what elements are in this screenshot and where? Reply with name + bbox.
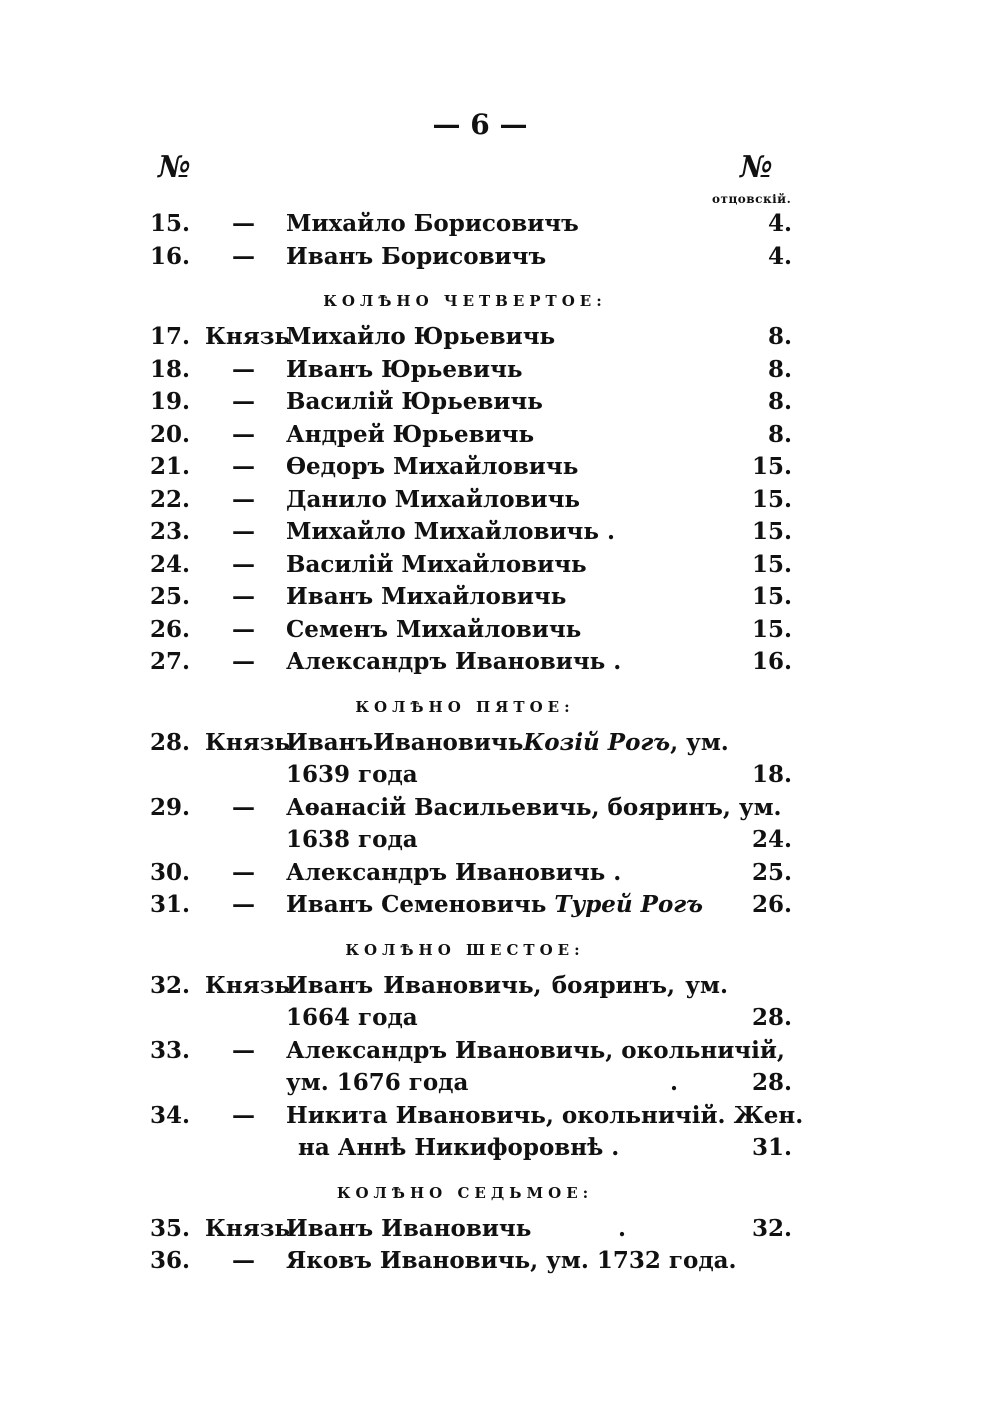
entry-number: 23. bbox=[150, 518, 191, 545]
entry-name-part: бояринъ, bbox=[551, 971, 676, 999]
entry-row bbox=[150, 1035, 800, 1068]
entry-name: Иванъ Борисовичъ bbox=[286, 242, 547, 270]
entry-name: Александръ Ивановичь . bbox=[286, 858, 622, 886]
entry-number: 30. bbox=[150, 858, 191, 886]
entry-father-ref: 8. bbox=[767, 355, 792, 383]
entry-dash: — bbox=[232, 550, 255, 578]
entry-dash: — bbox=[232, 891, 255, 918]
entry-name bbox=[286, 889, 703, 922]
entry-number: 33. bbox=[150, 1036, 191, 1064]
entry-death-year: 1664 года bbox=[286, 1004, 418, 1031]
leader-dot: . bbox=[618, 1214, 627, 1242]
leader-dot: . bbox=[670, 1069, 679, 1096]
entry-row bbox=[150, 792, 800, 825]
entry-father-ref: 15. bbox=[751, 485, 792, 513]
entry-father-ref: 24. bbox=[751, 826, 792, 853]
entry-dash: — bbox=[232, 453, 255, 480]
entry-name-part: Иванъ Семеновичь bbox=[286, 891, 555, 918]
entry-dash: — bbox=[232, 615, 255, 643]
entry-number: 15. bbox=[150, 210, 191, 237]
entry-dash: — bbox=[232, 388, 255, 415]
entry-father-ref: 8. bbox=[767, 420, 792, 448]
entry-name-part: Иванъ bbox=[286, 728, 374, 756]
entry-row bbox=[150, 321, 800, 354]
entry-row bbox=[150, 857, 800, 890]
entry-row bbox=[150, 549, 800, 582]
entry-name: Иванъ Ивановичь bbox=[286, 1214, 532, 1242]
entry-name: Василій Михайловичь bbox=[286, 550, 587, 578]
entry-dash: — bbox=[232, 210, 255, 237]
entry-name: Александръ Ивановичь . bbox=[286, 648, 622, 675]
entry-name: Андрей Юрьевичь bbox=[286, 420, 535, 448]
entry-death-year: ум. 1676 года bbox=[286, 1069, 469, 1096]
entry-father-ref: 25. bbox=[751, 858, 792, 886]
entry-row bbox=[150, 354, 800, 387]
entry-dash: — bbox=[232, 242, 255, 270]
entry-dash: — bbox=[232, 420, 255, 448]
entry-dash: — bbox=[232, 793, 255, 821]
entry-father-ref: 8. bbox=[767, 388, 792, 415]
section-heading-fifth-generation: КОЛѢНО ПЯТОЕ: bbox=[355, 697, 575, 716]
entry-father-ref: 15. bbox=[751, 583, 792, 610]
entry-father-ref: 8. bbox=[767, 323, 792, 350]
entry-name: Александръ Ивановичь, окольничій, bbox=[286, 1036, 785, 1064]
genealogy-list bbox=[150, 208, 804, 1278]
entry-row-continuation bbox=[150, 1067, 800, 1100]
entry-row-continuation bbox=[150, 1132, 800, 1165]
entry-number: 19. bbox=[150, 388, 191, 415]
entry-number: 22. bbox=[150, 485, 191, 513]
entry-number: 17. bbox=[150, 323, 191, 350]
entry-father-ref: 18. bbox=[751, 761, 792, 788]
entry-number: 18. bbox=[150, 355, 191, 383]
entry-father-ref: 15. bbox=[751, 453, 792, 480]
entry-dash: — bbox=[232, 583, 255, 610]
entry-number: 20. bbox=[150, 420, 191, 448]
entry-number: 29. bbox=[150, 793, 191, 821]
entry-row-continuation bbox=[150, 824, 800, 857]
entry-number: 34. bbox=[150, 1101, 191, 1129]
entry-number: 24. bbox=[150, 550, 191, 578]
entry-number: 16. bbox=[150, 242, 191, 270]
entry-father-ref: 28. bbox=[751, 1069, 792, 1096]
entry-title-prefix: Князь bbox=[205, 1214, 291, 1242]
entry-row bbox=[150, 727, 800, 760]
entry-father-ref: 16. bbox=[751, 648, 792, 675]
entry-title-prefix: Князь bbox=[205, 323, 291, 350]
entry-row bbox=[150, 1100, 804, 1133]
entry-father-ref: 4. bbox=[767, 210, 792, 237]
entry-nickname bbox=[523, 727, 728, 760]
entry-name: Михайло Борисовичъ bbox=[286, 210, 579, 237]
entry-name: Василій Юрьевичь bbox=[286, 388, 543, 415]
entry-number: 26. bbox=[150, 615, 191, 643]
entry-row bbox=[150, 208, 800, 241]
entry-name: Иванъ Юрьевичь bbox=[286, 355, 523, 383]
section-heading-seventh-generation: КОЛѢНО СЕДЬМОЕ: bbox=[336, 1183, 594, 1202]
entry-father-ref: 32. bbox=[751, 1214, 792, 1242]
entry-name: Данило Михайловичь bbox=[286, 485, 581, 513]
entry-name: Яковъ Ивановичь, ум. 1732 года. bbox=[286, 1247, 737, 1274]
entry-row bbox=[150, 241, 800, 274]
entry-name: Иванъ Михайловичь bbox=[286, 583, 567, 610]
section-heading-sixth-generation: КОЛѢНО ШЕСТОЕ: bbox=[345, 940, 585, 959]
entry-dash: — bbox=[232, 485, 255, 513]
entry-row bbox=[150, 1245, 800, 1278]
entry-name-part: Ивановичь bbox=[373, 728, 524, 756]
entry-dash: — bbox=[232, 1101, 255, 1129]
entry-title-prefix: Князь bbox=[205, 728, 291, 756]
column-header-father-number: № bbox=[740, 150, 773, 185]
entry-father-ref: 26. bbox=[751, 891, 792, 918]
entry-spouse: на Аннѣ Никифоровнѣ . bbox=[298, 1134, 620, 1161]
entry-name-part: Ивановичь, bbox=[383, 971, 542, 999]
entry-dash: — bbox=[232, 648, 255, 675]
entry-name bbox=[286, 970, 728, 1003]
entry-name bbox=[286, 727, 728, 760]
column-header-father-label: отцовскій. bbox=[712, 192, 792, 206]
entry-row bbox=[150, 1213, 800, 1246]
entry-name-part: Иванъ bbox=[286, 971, 374, 999]
entry-row bbox=[150, 516, 800, 549]
entry-name-part: ум. bbox=[685, 971, 728, 999]
entry-row bbox=[150, 419, 800, 452]
entry-nickname-italic: Козій Рогъ bbox=[523, 728, 671, 756]
entry-name: Ѳедоръ Михайловичь bbox=[286, 453, 579, 480]
entry-number: 28. bbox=[150, 728, 191, 756]
entry-dash: — bbox=[232, 355, 255, 383]
entry-name: Михайло Юрьевичь bbox=[286, 323, 556, 350]
entry-dash: — bbox=[232, 858, 255, 886]
entry-father-ref: 31. bbox=[751, 1134, 792, 1161]
entry-dash: — bbox=[232, 1036, 255, 1064]
entry-row bbox=[150, 451, 800, 484]
entry-row bbox=[150, 386, 800, 419]
entry-name: Никита Ивановичь, окольничій. Жен. bbox=[286, 1101, 804, 1129]
entry-row bbox=[150, 889, 800, 922]
entry-name: Семенъ Михайловичь bbox=[286, 615, 582, 643]
entry-father-ref: 4. bbox=[767, 242, 792, 270]
entry-number: 35. bbox=[150, 1214, 191, 1242]
entry-name: Михайло Михайловичь . bbox=[286, 518, 616, 545]
entry-father-ref: 15. bbox=[751, 518, 792, 545]
entry-name: Аѳанасій Васильевичь, бояринъ, ум. bbox=[286, 793, 782, 821]
entry-nickname-italic: Турей Рогъ bbox=[554, 891, 703, 918]
entry-death-year: 1638 года bbox=[286, 826, 418, 853]
entry-father-ref: 28. bbox=[751, 1004, 792, 1031]
entry-row bbox=[150, 484, 800, 517]
entry-title-prefix: Князь bbox=[205, 971, 291, 999]
entry-number: 31. bbox=[150, 891, 191, 918]
column-header-number: № bbox=[158, 150, 191, 185]
section-heading-fourth-generation: КОЛѢНО ЧЕТВЕРТОЕ: bbox=[323, 292, 607, 310]
entry-name-part: , ум. bbox=[670, 728, 729, 756]
entry-row bbox=[150, 970, 800, 1003]
entry-father-ref: 15. bbox=[751, 615, 792, 643]
entry-row-continuation bbox=[150, 759, 800, 792]
page-number: — 6 — bbox=[432, 108, 528, 141]
entry-row bbox=[150, 581, 800, 614]
entry-row bbox=[150, 646, 800, 679]
entry-number: 21. bbox=[150, 453, 191, 480]
entry-father-ref: 15. bbox=[751, 550, 792, 578]
entry-dash: — bbox=[232, 518, 255, 545]
entry-row bbox=[150, 614, 800, 647]
entry-dash: — bbox=[232, 1247, 255, 1274]
entry-number: 32. bbox=[150, 971, 191, 999]
entry-row-continuation bbox=[150, 1002, 800, 1035]
entry-number: 36. bbox=[150, 1247, 191, 1274]
entry-death-year: 1639 года bbox=[286, 761, 418, 788]
entry-number: 27. bbox=[150, 648, 191, 675]
entry-number: 25. bbox=[150, 583, 191, 610]
